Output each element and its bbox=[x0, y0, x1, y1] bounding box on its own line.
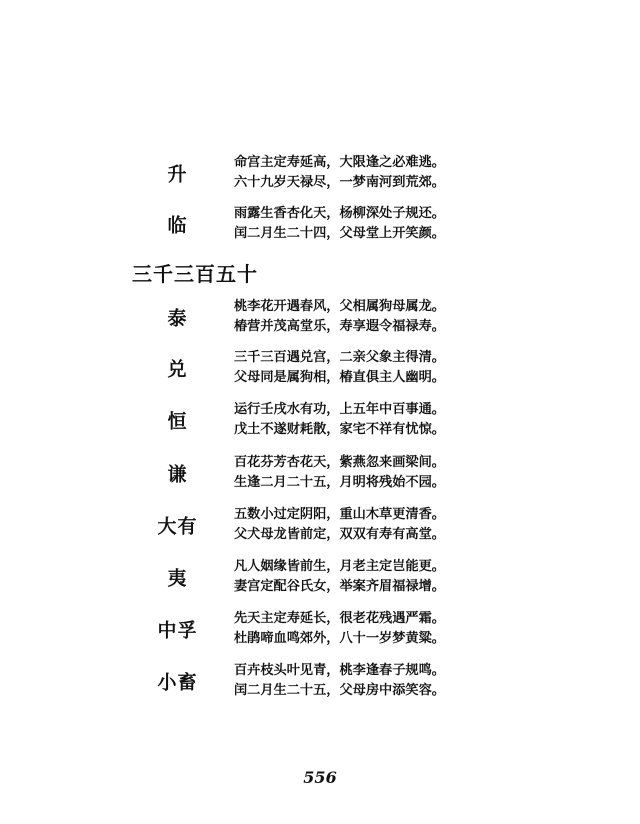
entry-yi bbox=[0, 555, 640, 599]
entry-line-2: 杜鹃啼血鸣郊外，八十一岁梦黄粱。 bbox=[234, 631, 445, 646]
entry-line-2: 闰二月生二十五，父母房中添笑容。 bbox=[234, 683, 445, 698]
entry-label: 大有 bbox=[157, 515, 198, 538]
entry-label: 兑 bbox=[167, 358, 188, 381]
entry-label: 夷 bbox=[167, 567, 188, 590]
entry-line-1: 先天主定寿延长，很老花残遇严霜。 bbox=[234, 611, 445, 626]
entry-label: 恒 bbox=[167, 410, 188, 433]
entry-line-1: 百卉枝头叶见青，桃李逢春子规鸣。 bbox=[234, 663, 445, 678]
entry-line-1: 桃李花开遇春风，父相属狗母属龙。 bbox=[234, 299, 445, 314]
entry-line-2: 父犬母龙皆前定，双双有寿有高堂。 bbox=[234, 527, 445, 542]
entry-line-2: 六十九岁天禄尽，一梦南河到荒郊。 bbox=[234, 175, 445, 190]
entry-line-2: 戊土不遂财耗散，家宅不祥有忧惊。 bbox=[234, 422, 445, 437]
entry-xiaoxu bbox=[0, 659, 640, 703]
entry-dayou bbox=[0, 503, 640, 547]
entry-label: 谦 bbox=[167, 463, 188, 486]
entry-sheng bbox=[0, 151, 640, 195]
entry-line-1: 运行壬戌水有功，上五年中百事通。 bbox=[234, 402, 445, 417]
entry-zhongfu bbox=[0, 607, 640, 651]
page-number: 556 bbox=[303, 768, 337, 787]
entry-label: 中孚 bbox=[157, 619, 198, 642]
entry-line-2: 椿营并茂高堂乐，寿享遐令福禄寿。 bbox=[234, 319, 445, 334]
section-heading: 三千三百五十 bbox=[132, 262, 258, 286]
entry-lin bbox=[0, 202, 640, 246]
entry-tai bbox=[0, 295, 640, 339]
entry-line-1: 三千三百遇兑宫，二亲父象主得清。 bbox=[234, 350, 445, 365]
entry-line-1: 五数小过定阴阳，重山木草更清香。 bbox=[234, 507, 445, 522]
entry-label: 泰 bbox=[167, 307, 188, 330]
entry-line-2: 闰二月生二十四，父母堂上开笑颜。 bbox=[234, 226, 445, 241]
entry-qian bbox=[0, 451, 640, 495]
entry-line-2: 父母同是属狗相，椿直俱主人幽明。 bbox=[234, 370, 445, 385]
entry-label: 小畜 bbox=[157, 671, 198, 694]
entry-line-1: 雨露生香杏化天，杨柳深处子规还。 bbox=[234, 206, 445, 221]
entry-dui bbox=[0, 346, 640, 390]
entry-line-1: 命宫主定寿延高，大限逢之必难逃。 bbox=[234, 155, 445, 170]
entry-line-2: 妻宫定配谷氏女，举案齐眉福禄增。 bbox=[234, 579, 445, 594]
entry-label: 升 bbox=[167, 163, 188, 186]
entry-label: 临 bbox=[167, 214, 188, 237]
entry-heng bbox=[0, 398, 640, 442]
entry-line-2: 生逢二月二十五，月明将残始不园。 bbox=[234, 475, 445, 490]
entry-line-1: 凡人姻缘皆前生，月老主定岂能更。 bbox=[234, 559, 445, 574]
entry-line-1: 百花芬芳杏花天，紫燕忽来画梁间。 bbox=[234, 455, 445, 470]
